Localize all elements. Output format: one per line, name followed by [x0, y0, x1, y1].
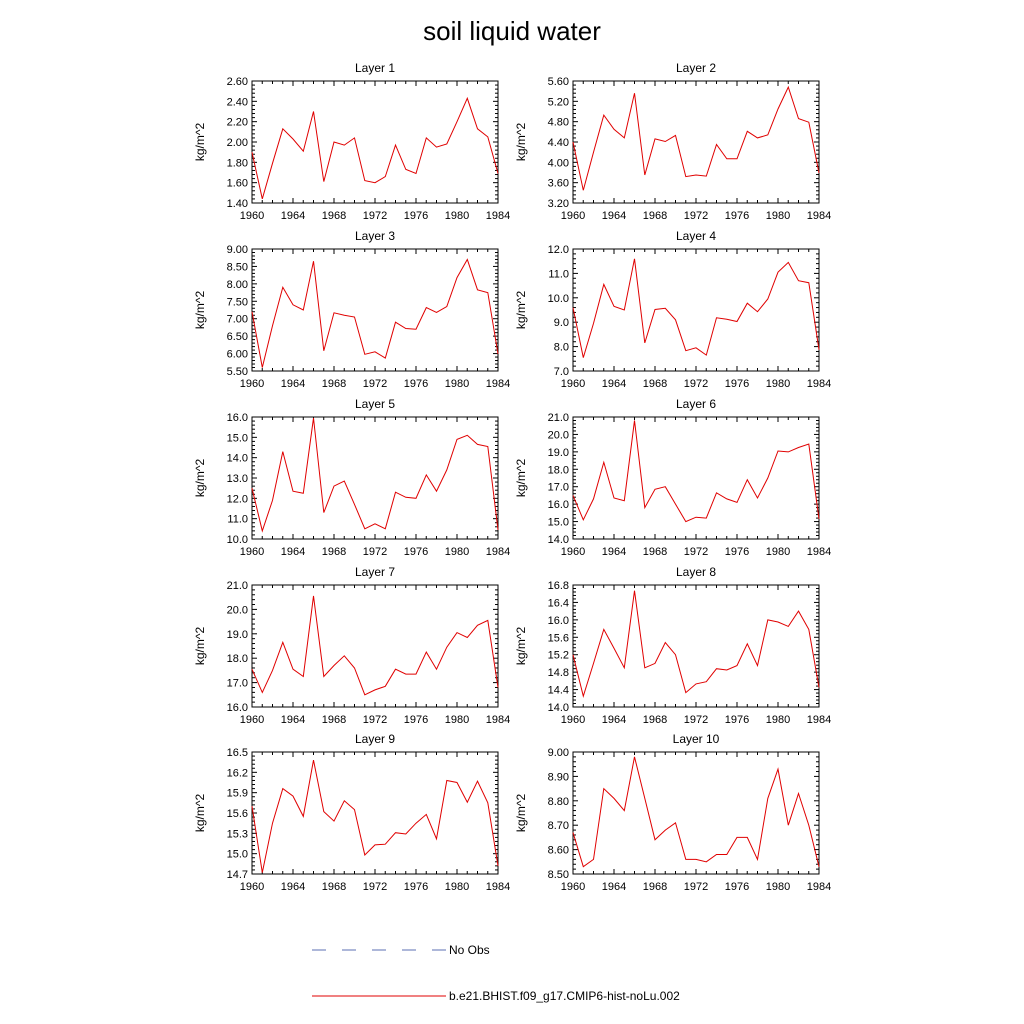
y-tick-label: 5.60 [547, 76, 569, 88]
y-tick-label: 3.60 [547, 177, 569, 190]
y-tick-label: 15.9 [226, 787, 248, 800]
y-tick-label: 5.50 [226, 366, 248, 378]
y-tick-label: 8.00 [226, 278, 248, 291]
y-tick-label: 17.0 [547, 481, 569, 494]
x-tick-label: 1984 [485, 881, 511, 893]
x-tick-label: 1980 [765, 210, 791, 222]
plot-frame [252, 249, 498, 371]
y-tick-label: 15.6 [226, 808, 248, 820]
panel-title: Layer 8 [675, 565, 717, 579]
x-tick-label: 1972 [362, 881, 388, 893]
x-tick-label: 1968 [642, 714, 668, 726]
y-tick-label: 15.2 [547, 649, 569, 662]
x-tick-label: 1980 [444, 210, 470, 222]
x-tick-label: 1964 [601, 378, 627, 390]
y-tick-label: 9.00 [547, 747, 569, 759]
y-tick-label: 4.80 [547, 116, 569, 129]
y-tick-label: 6.00 [226, 348, 248, 361]
y-tick-label: 17.0 [226, 677, 248, 690]
y-tick-label: 8.50 [226, 261, 248, 274]
x-tick-label: 1968 [642, 378, 668, 390]
panel-2 [514, 61, 831, 222]
x-tick-label: 1976 [403, 210, 429, 222]
x-tick-label: 1984 [806, 210, 832, 222]
y-tick-label: 15.0 [547, 516, 569, 529]
y-tick-label: 11.0 [227, 513, 248, 526]
x-tick-label: 1972 [683, 546, 709, 558]
series-line [252, 98, 498, 199]
y-tick-label: 10.0 [226, 534, 248, 546]
panel-5 [193, 397, 510, 558]
x-tick-label: 1972 [362, 378, 388, 390]
y-tick-label: 15.0 [226, 432, 248, 445]
x-tick-label: 1980 [444, 378, 470, 390]
plot-frame [573, 752, 819, 874]
panel-title: Layer 3 [354, 229, 396, 243]
y-tick-label: 15.3 [226, 828, 248, 841]
y-tick-label: 1.60 [226, 177, 248, 190]
y-tick-label: 18.0 [547, 464, 569, 477]
x-tick-label: 1984 [485, 378, 511, 390]
y-tick-label: 3.20 [547, 198, 569, 210]
series-line [573, 757, 819, 867]
legend-series-label: b.e21.BHIST.f09_g17.CMIP6-hist-noLu.002 [449, 989, 680, 1003]
x-tick-label: 1964 [280, 881, 306, 893]
y-tick-label: 14.0 [547, 702, 569, 714]
y-axis-label: kg/m^2 [193, 122, 207, 162]
panel-title: Layer 7 [354, 565, 396, 579]
y-tick-label: 13.0 [226, 473, 248, 485]
plot-frame [252, 81, 498, 203]
x-tick-label: 1984 [485, 210, 511, 222]
panel-title: Layer 6 [675, 397, 717, 411]
panel-title: Layer 10 [672, 732, 720, 746]
y-tick-label: 15.0 [226, 848, 248, 861]
plot-frame [573, 249, 819, 371]
x-tick-label: 1968 [642, 210, 668, 222]
x-tick-label: 1976 [403, 378, 429, 390]
x-tick-label: 1968 [321, 546, 347, 558]
y-tick-label: 9.0 [553, 317, 569, 330]
y-tick-label: 4.00 [547, 157, 569, 170]
plot-frame [573, 585, 819, 707]
panel-3 [193, 229, 510, 390]
x-tick-label: 1960 [239, 881, 265, 893]
x-tick-label: 1976 [724, 546, 750, 558]
y-tick-label: 4.40 [547, 137, 569, 149]
plot-frame [252, 752, 498, 874]
x-tick-label: 1960 [239, 714, 265, 726]
y-tick-label: 1.40 [226, 198, 248, 210]
series-line [573, 87, 819, 190]
y-tick-label: 5.20 [547, 96, 569, 109]
series-line [573, 259, 819, 358]
x-tick-label: 1972 [362, 546, 388, 558]
figure-title: soil liquid water [423, 16, 601, 46]
x-tick-label: 1984 [806, 546, 832, 558]
x-tick-label: 1972 [683, 714, 709, 726]
x-tick-label: 1980 [765, 881, 791, 893]
x-tick-label: 1976 [724, 714, 750, 726]
y-axis-label: kg/m^2 [514, 793, 528, 833]
x-tick-label: 1964 [280, 714, 306, 726]
panel-title: Layer 2 [675, 61, 717, 75]
x-tick-label: 1972 [362, 210, 388, 222]
y-tick-label: 16.5 [226, 747, 248, 759]
panel-8 [514, 565, 831, 726]
x-tick-label: 1976 [724, 378, 750, 390]
x-tick-label: 1964 [280, 210, 306, 222]
y-tick-label: 1.80 [226, 157, 248, 170]
y-tick-label: 21.0 [547, 412, 569, 424]
x-tick-label: 1976 [403, 714, 429, 726]
y-axis-label: kg/m^2 [193, 290, 207, 330]
x-tick-label: 1984 [806, 881, 832, 893]
panel-9 [193, 732, 510, 893]
x-tick-label: 1964 [601, 210, 627, 222]
y-tick-label: 21.0 [226, 580, 248, 592]
x-tick-label: 1968 [642, 546, 668, 558]
x-tick-label: 1964 [601, 546, 627, 558]
y-axis-label: kg/m^2 [193, 458, 207, 498]
y-axis-label: kg/m^2 [514, 122, 528, 162]
y-axis-label: kg/m^2 [193, 626, 207, 666]
y-tick-label: 14.7 [226, 869, 248, 881]
panel-title: Layer 1 [354, 61, 396, 75]
y-tick-label: 6.50 [226, 331, 248, 344]
y-tick-label: 8.50 [547, 869, 569, 881]
y-tick-label: 7.00 [226, 313, 248, 326]
y-tick-label: 8.90 [547, 771, 569, 784]
y-tick-label: 16.0 [226, 702, 248, 714]
panel-4 [514, 229, 831, 390]
x-tick-label: 1960 [239, 546, 265, 558]
x-tick-label: 1972 [683, 881, 709, 893]
y-axis-label: kg/m^2 [514, 626, 528, 666]
panel-10 [514, 732, 831, 893]
panel-title: Layer 9 [354, 732, 396, 746]
plot-frame [252, 585, 498, 707]
y-tick-label: 16.0 [226, 412, 248, 424]
panel-title: Layer 5 [354, 397, 396, 411]
y-tick-label: 14.0 [226, 452, 248, 465]
x-tick-label: 1980 [765, 378, 791, 390]
x-tick-label: 1972 [362, 714, 388, 726]
series-line [252, 596, 498, 695]
x-tick-label: 1964 [280, 378, 306, 390]
plot-frame [573, 417, 819, 539]
x-tick-label: 1964 [280, 546, 306, 558]
panels [193, 61, 831, 893]
y-tick-label: 14.0 [547, 534, 569, 546]
x-tick-label: 1968 [321, 378, 347, 390]
y-tick-label: 10.0 [547, 292, 569, 305]
y-tick-label: 8.60 [547, 844, 569, 857]
x-tick-label: 1960 [560, 881, 586, 893]
x-tick-label: 1984 [485, 714, 511, 726]
y-tick-label: 8.0 [553, 341, 569, 354]
x-tick-label: 1968 [321, 881, 347, 893]
y-tick-label: 16.4 [547, 597, 569, 610]
x-tick-label: 1984 [806, 714, 832, 726]
y-tick-label: 16.0 [547, 614, 569, 627]
x-tick-label: 1976 [724, 881, 750, 893]
x-tick-label: 1960 [239, 210, 265, 222]
y-tick-label: 14.4 [547, 684, 569, 697]
x-tick-label: 1968 [321, 210, 347, 222]
y-tick-label: 14.8 [547, 667, 569, 680]
x-tick-label: 1976 [724, 210, 750, 222]
panel-title: Layer 4 [675, 229, 717, 243]
x-tick-label: 1960 [560, 378, 586, 390]
series-line [252, 260, 498, 368]
x-tick-label: 1976 [403, 881, 429, 893]
y-tick-label: 16.0 [547, 499, 569, 512]
series-line [252, 418, 498, 531]
y-tick-label: 15.6 [547, 632, 569, 645]
y-tick-label: 20.0 [226, 604, 248, 617]
series-line [252, 760, 498, 873]
plot-frame [252, 417, 498, 539]
y-tick-label: 11.0 [548, 268, 569, 281]
y-tick-label: 9.00 [226, 244, 248, 256]
x-tick-label: 1960 [560, 210, 586, 222]
y-tick-label: 12.0 [226, 493, 248, 506]
x-tick-label: 1968 [321, 714, 347, 726]
x-tick-label: 1972 [683, 378, 709, 390]
y-tick-label: 20.0 [547, 429, 569, 442]
y-tick-label: 2.40 [226, 96, 248, 109]
y-tick-label: 16.8 [547, 580, 569, 592]
x-tick-label: 1960 [239, 378, 265, 390]
series-line [573, 591, 819, 696]
x-tick-label: 1980 [444, 546, 470, 558]
y-tick-label: 7.0 [553, 366, 569, 378]
y-tick-label: 16.2 [226, 767, 248, 780]
y-axis-label: kg/m^2 [193, 793, 207, 833]
x-tick-label: 1960 [560, 714, 586, 726]
x-tick-label: 1980 [444, 881, 470, 893]
y-tick-label: 19.0 [547, 446, 569, 459]
y-tick-label: 18.0 [226, 653, 248, 666]
series-line [573, 421, 819, 522]
x-tick-label: 1964 [601, 714, 627, 726]
x-tick-label: 1980 [765, 546, 791, 558]
y-tick-label: 2.00 [226, 137, 248, 149]
x-tick-label: 1980 [444, 714, 470, 726]
panel-7 [193, 565, 510, 726]
y-tick-label: 12.0 [547, 244, 569, 256]
y-tick-label: 19.0 [226, 628, 248, 641]
y-tick-label: 8.80 [547, 795, 569, 808]
x-tick-label: 1984 [806, 378, 832, 390]
x-tick-label: 1964 [601, 881, 627, 893]
legend-no-obs-label: No Obs [449, 943, 490, 957]
x-tick-label: 1972 [683, 210, 709, 222]
legend [312, 943, 680, 1003]
x-tick-label: 1976 [403, 546, 429, 558]
y-axis-label: kg/m^2 [514, 290, 528, 330]
y-axis-label: kg/m^2 [514, 458, 528, 498]
panel-1 [193, 61, 510, 222]
panel-6 [514, 397, 831, 558]
x-tick-label: 1968 [642, 881, 668, 893]
y-tick-label: 8.70 [547, 820, 569, 833]
x-tick-label: 1980 [765, 714, 791, 726]
y-tick-label: 2.60 [226, 76, 248, 88]
y-tick-label: 7.50 [226, 296, 248, 309]
y-tick-label: 2.20 [226, 116, 248, 129]
x-tick-label: 1960 [560, 546, 586, 558]
x-tick-label: 1984 [485, 546, 511, 558]
